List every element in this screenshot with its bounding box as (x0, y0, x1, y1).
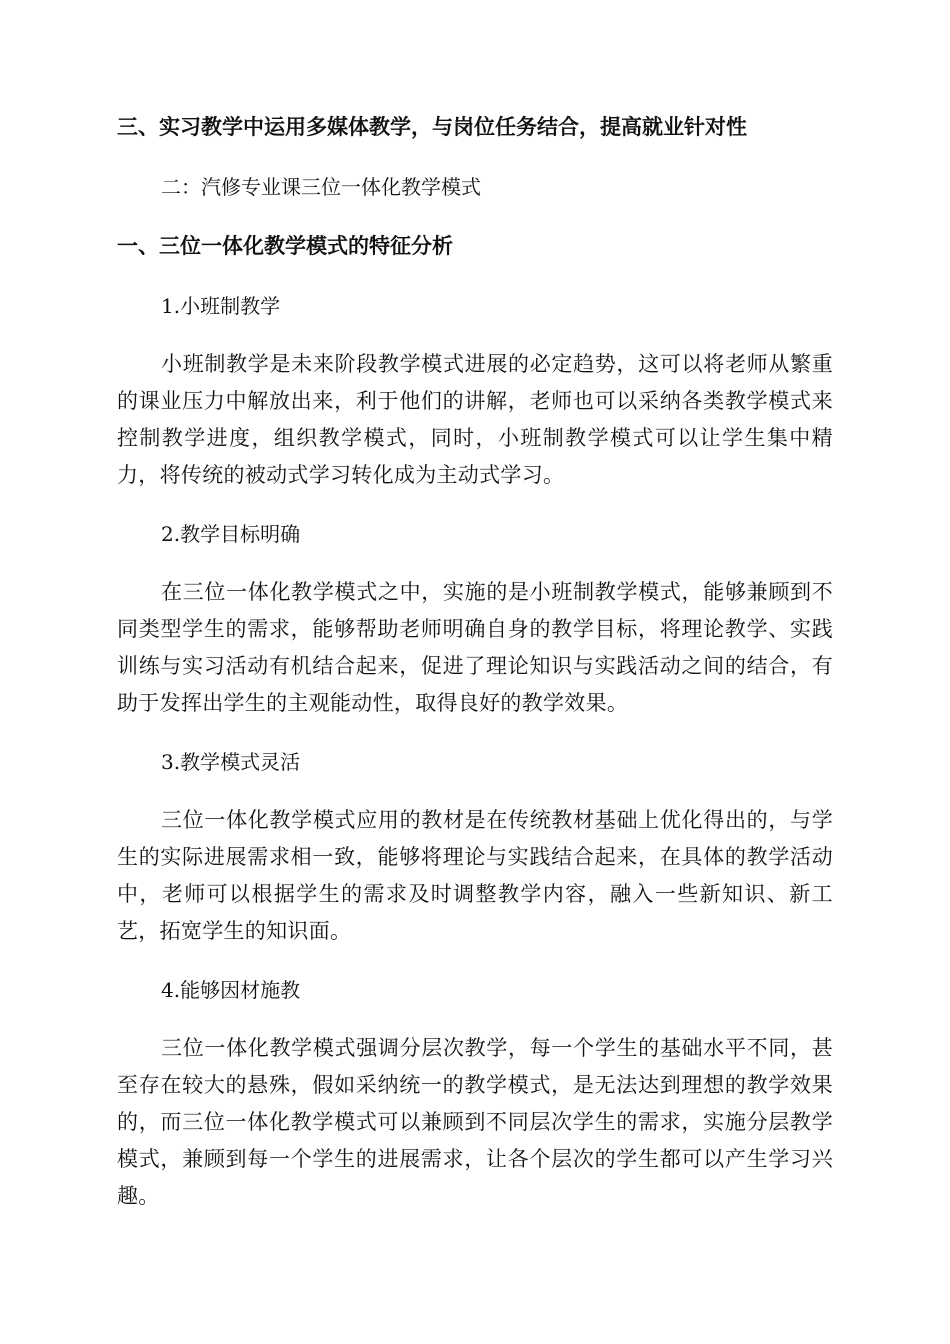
section-title-2: 二：汽修专业课三位一体化教学模式 (161, 175, 481, 199)
item-body-4: 三位一体化教学模式强调分层次教学，每一个学生的基础水平不同，甚至存在较大的悬殊，假如采纳统一的教学模式，是无法达到理想的教学效果的，而三位一体化教学模式可以兼顾到不同层次学生的需求，实施分层教学模式，兼顾到每一个学生的进展需求，让各个层次的学生都可以产生学习兴趣。 (117, 1036, 833, 1208)
document-body (117, 108, 833, 1236)
item-title-1: 1.小班制教学 (161, 294, 281, 318)
item-title-3: 3.教学模式灵活 (161, 750, 301, 774)
item-title-2: 2.教学目标明确 (161, 522, 301, 546)
item-body-3: 三位一体化教学模式应用的教材是在传统教材基础上优化得出的，与学生的实际进展需求相一致，能够将理论与实践结合起来，在具体的教学活动中，老师可以根据学生的需求及时调整教学内容，融入一些新知识、新工艺，拓宽学生的知识面。 (117, 808, 833, 943)
item-title-4: 4.能够因材施教 (161, 978, 301, 1002)
heading-section-3: 三、实习教学中运用多媒体教学，与岗位任务结合，提高就业针对性 (117, 115, 747, 139)
item-body-1: 小班制教学是未来阶段教学模式进展的必定趋势，这可以将老师从繁重的课业压力中解放出来，利于他们的讲解，老师也可以采纳各类教学模式来控制教学进度，组织教学模式，同时，小班制教学模式可以让学生集中精力，将传统的被动式学习转化成为主动式学习。 (117, 352, 833, 487)
item-body-2: 在三位一体化教学模式之中，实施的是小班制教学模式，能够兼顾到不同类型学生的需求，能够帮助老师明确自身的教学目标，将理论教学、实践训练与实习活动有机结合起来，促进了理论知识与实践活动之间的结合，有助于发挥出学生的主观能动性，取得良好的教学效果。 (117, 580, 833, 715)
heading-section-1: 一、三位一体化教学模式的特征分析 (117, 234, 453, 258)
